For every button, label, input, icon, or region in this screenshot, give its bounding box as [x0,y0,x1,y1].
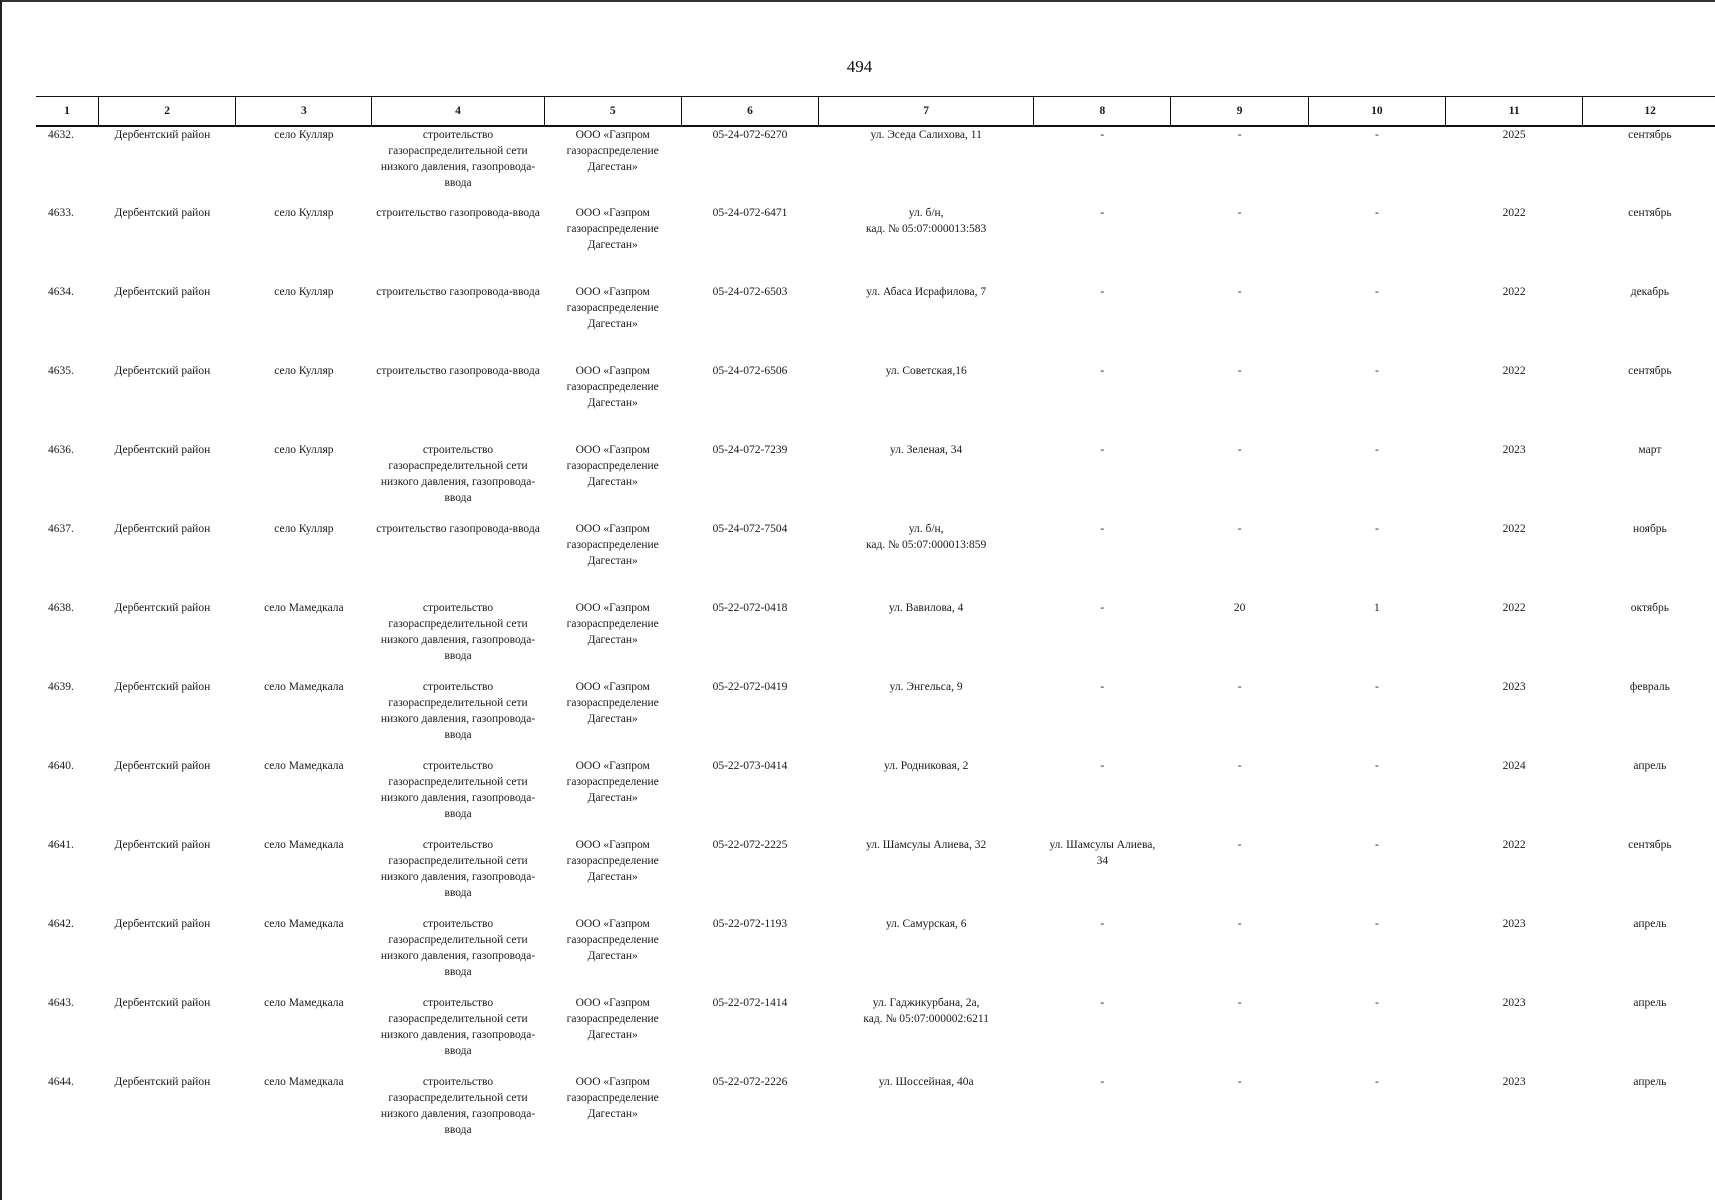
table-body [36,126,1715,1153]
cell-district: Дербентский район [114,129,211,141]
cell-value-10: - [1374,839,1379,851]
cell-settlement: село Мамедкала [264,918,344,930]
cell-alt-address: ул. Шамсулы Алиева, 34 [1049,839,1156,867]
cell-month: апрель [1633,1076,1667,1088]
cell-organization: ООО «Газпром газораспределение Дагестан» [566,129,659,173]
cell-district: Дербентский район [114,839,211,851]
cell-address: ул. Абаса Исрафилова, 7 [866,286,987,298]
cell-alt-address: - [1100,1076,1105,1088]
cell-month: апрель [1633,997,1667,1009]
cell-work-type: строительство газораспределительной сети низкого давления, газопровода-ввода [380,681,536,741]
cell-value-10: - [1374,997,1379,1009]
table-row [36,995,1715,1074]
cell-organization: ООО «Газпром газораспределение Дагестан» [566,760,659,804]
cell-application-number: 05-22-072-2226 [712,1076,788,1088]
cell-row-number: 4634. [48,286,74,298]
cell-organization: ООО «Газпром газораспределение Дагестан» [566,918,659,962]
cell-organization: ООО «Газпром газораспределение Дагестан» [566,207,659,251]
column-header-3: 3 [236,97,372,127]
table-row [36,205,1715,284]
cell-settlement: село Кулляр [274,207,334,219]
table-row [36,916,1715,995]
cell-row-number: 4637. [48,523,74,535]
cell-value-9: - [1237,681,1242,693]
cell-organization: ООО «Газпром газораспределение Дагестан» [566,286,659,330]
cell-application-number: 05-24-072-7239 [712,444,788,456]
cell-row-number: 4639. [48,681,74,693]
cell-district: Дербентский район [114,997,211,1009]
cell-row-number: 4640. [48,760,74,772]
cell-value-9: - [1237,918,1242,930]
cell-year: 2023 [1502,1076,1526,1088]
cell-work-type: строительство газораспределительной сети низкого давления, газопровода-ввода [380,839,536,899]
cell-organization: ООО «Газпром газораспределение Дагестан» [566,839,659,883]
cell-settlement: село Мамедкала [264,602,344,614]
cell-row-number: 4633. [48,207,74,219]
cell-work-type: строительство газопровода-ввода [376,365,540,377]
cell-work-type: строительство газораспределительной сети низкого давления, газопровода-ввода [380,129,536,189]
cell-work-type: строительство газораспределительной сети низкого давления, газопровода-ввода [380,602,536,662]
cell-value-9: - [1237,997,1242,1009]
cell-address: ул. Родниковая, 2 [883,760,969,772]
cell-work-type: строительство газопровода-ввода [376,523,540,535]
column-header-4: 4 [372,97,544,127]
cell-organization: ООО «Газпром газораспределение Дагестан» [566,444,659,488]
cell-settlement: село Кулляр [274,129,334,141]
table-row [36,442,1715,521]
cell-value-9: 20 [1233,602,1246,614]
cell-work-type: строительство газопровода-ввода [376,207,540,219]
cell-year: 2023 [1502,997,1526,1009]
cell-work-type: строительство газораспределительной сети низкого давления, газопровода-ввода [380,444,536,504]
cell-district: Дербентский район [114,760,211,772]
cell-row-number: 4632. [48,129,74,141]
cell-organization: ООО «Газпром газораспределение Дагестан» [566,1076,659,1120]
cell-district: Дербентский район [114,444,211,456]
cell-application-number: 05-22-072-1193 [712,918,788,930]
table-row [36,521,1715,600]
cell-settlement: село Мамедкала [264,681,344,693]
cell-row-number: 4635. [48,365,74,377]
cell-district: Дербентский район [114,681,211,693]
cell-year: 2022 [1502,602,1526,614]
column-header-10: 10 [1308,97,1445,127]
cell-month: март [1638,444,1662,456]
cell-district: Дербентский район [114,286,211,298]
cell-value-9: - [1237,1076,1242,1088]
cell-value-10: - [1374,365,1379,377]
column-header-6: 6 [681,97,818,127]
cell-settlement: село Мамедкала [264,760,344,772]
cell-application-number: 05-24-072-6471 [712,207,788,219]
cell-district: Дербентский район [114,1076,211,1088]
cell-address: ул. Шамсулы Алиева, 32 [866,839,987,851]
gas-connection-registry-table [36,96,1715,1153]
cell-address: ул. Вавилова, 4 [888,602,964,614]
cell-application-number: 05-22-072-2225 [712,839,788,851]
cell-settlement: село Кулляр [274,286,334,298]
cell-alt-address: - [1100,681,1105,693]
cell-alt-address: - [1100,444,1105,456]
cell-row-number: 4638. [48,602,74,614]
cell-organization: ООО «Газпром газораспределение Дагестан» [566,602,659,646]
table-row [36,363,1715,442]
cell-settlement: село Мамедкала [264,1076,344,1088]
cell-value-9: - [1237,839,1242,851]
cell-settlement: село Кулляр [274,444,334,456]
cell-settlement: село Мамедкала [264,997,344,1009]
cell-year: 2023 [1502,444,1526,456]
cell-value-9: - [1237,523,1242,535]
cell-value-10: - [1374,918,1379,930]
cell-settlement: село Мамедкала [264,839,344,851]
cell-alt-address: - [1100,207,1105,219]
cell-district: Дербентский район [114,365,211,377]
cell-value-10: - [1374,444,1379,456]
column-header-8: 8 [1034,97,1171,127]
cell-organization: ООО «Газпром газораспределение Дагестан» [566,681,659,725]
cell-month: ноябрь [1632,523,1667,535]
cell-alt-address: - [1100,760,1105,772]
table-row [36,600,1715,679]
cell-district: Дербентский район [114,918,211,930]
cell-application-number: 05-24-072-6270 [712,129,788,141]
column-header-1: 1 [36,97,98,127]
cell-work-type: строительство газораспределительной сети низкого давления, газопровода-ввода [380,760,536,820]
cell-alt-address: - [1100,997,1105,1009]
cell-year: 2022 [1502,839,1526,851]
cell-year: 2022 [1502,365,1526,377]
cell-month: декабрь [1630,286,1670,298]
cell-year: 2024 [1502,760,1526,772]
cell-application-number: 05-22-072-0418 [712,602,788,614]
cell-application-number: 05-24-072-6503 [712,286,788,298]
cell-year: 2022 [1502,286,1526,298]
cell-value-10: - [1374,760,1379,772]
cell-application-number: 05-22-073-0414 [712,760,788,772]
cell-organization: ООО «Газпром газораспределение Дагестан» [566,523,659,567]
cell-month: сентябрь [1628,129,1672,141]
cell-application-number: 05-22-072-0419 [712,681,788,693]
table-header-row [36,97,1715,127]
cell-address: ул. Энгельса, 9 [889,681,963,693]
cell-settlement: село Кулляр [274,523,334,535]
cell-application-number: 05-24-072-7504 [712,523,788,535]
cell-alt-address: - [1100,129,1105,141]
page-number: 494 [846,57,873,76]
cell-work-type: строительство газораспределительной сети низкого давления, газопровода-ввода [380,997,536,1057]
column-header-12: 12 [1583,97,1715,127]
cell-application-number: 05-22-072-1414 [712,997,788,1009]
cell-year: 2023 [1502,681,1526,693]
cell-alt-address: - [1100,523,1105,535]
table-row [36,758,1715,837]
table-row [36,1074,1715,1153]
cell-month: сентябрь [1628,365,1672,377]
cell-month: сентябрь [1628,839,1672,851]
cell-work-type: строительство газораспределительной сети низкого давления, газопровода-ввода [380,1076,536,1136]
cell-value-9: - [1237,444,1242,456]
cell-month: октябрь [1630,602,1669,614]
column-header-11: 11 [1446,97,1583,127]
cell-address: ул. Самурская, 6 [885,918,967,930]
cell-application-number: 05-24-072-6506 [712,365,788,377]
cell-value-10: - [1374,129,1379,141]
cell-value-10: - [1374,1076,1379,1088]
cell-work-type: строительство газопровода-ввода [376,286,540,298]
cell-month: апрель [1633,760,1667,772]
cell-month: апрель [1633,918,1667,930]
cell-value-9: - [1237,760,1242,772]
cell-row-number: 4642. [48,918,74,930]
cell-address: ул. Гаджикурбана, 2а, кад. № 05:07:000002:6211 [863,997,989,1025]
cell-alt-address: - [1100,365,1105,377]
cell-address: ул. Зеленая, 34 [890,444,963,456]
cell-alt-address: - [1100,602,1105,614]
cell-value-9: - [1237,207,1242,219]
cell-row-number: 4644. [48,1076,74,1088]
cell-settlement: село Кулляр [274,365,334,377]
column-header-2: 2 [98,97,235,127]
cell-address: ул. б/н, кад. № 05:07:000013:859 [866,523,987,551]
cell-row-number: 4636. [48,444,74,456]
cell-year: 2025 [1502,129,1526,141]
cell-month: февраль [1629,681,1670,693]
column-header-7: 7 [819,97,1034,127]
cell-value-10: - [1374,681,1379,693]
cell-value-9: - [1237,129,1242,141]
table-row [36,679,1715,758]
cell-district: Дербентский район [114,602,211,614]
cell-alt-address: - [1100,918,1105,930]
cell-month: сентябрь [1628,207,1672,219]
column-header-9: 9 [1171,97,1308,127]
cell-value-9: - [1237,365,1242,377]
cell-address: ул. б/н, кад. № 05:07:000013:583 [866,207,987,235]
cell-address: ул. Эседа Салихова, 11 [870,129,982,141]
cell-district: Дербентский район [114,523,211,535]
column-header-5: 5 [544,97,681,127]
cell-organization: ООО «Газпром газораспределение Дагестан» [566,365,659,409]
cell-address: ул. Советская,16 [885,365,967,377]
cell-organization: ООО «Газпром газораспределение Дагестан» [566,997,659,1041]
table-row [36,837,1715,916]
cell-row-number: 4641. [48,839,74,851]
cell-value-10: 1 [1374,602,1380,614]
cell-value-9: - [1237,286,1242,298]
cell-year: 2023 [1502,918,1526,930]
cell-address: ул. Шоссейная, 40а [878,1076,974,1088]
table-row [36,284,1715,363]
cell-work-type: строительство газораспределительной сети низкого давления, газопровода-ввода [380,918,536,978]
table-row [36,126,1715,205]
cell-year: 2022 [1502,207,1526,219]
cell-value-10: - [1374,286,1379,298]
cell-row-number: 4643. [48,997,74,1009]
cell-year: 2022 [1502,523,1526,535]
cell-value-10: - [1374,523,1379,535]
cell-alt-address: - [1100,286,1105,298]
cell-value-10: - [1374,207,1379,219]
cell-district: Дербентский район [114,207,211,219]
